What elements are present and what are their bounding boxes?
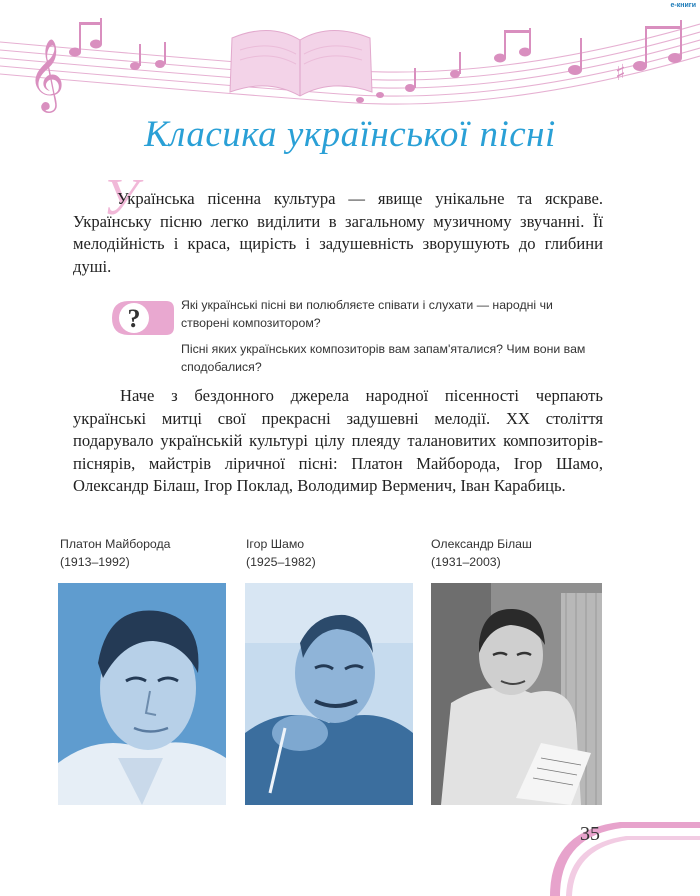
question-icon bbox=[108, 297, 178, 339]
portrait-caption bbox=[431, 535, 532, 571]
portrait-photo-maiboroda bbox=[58, 583, 226, 805]
composer-name: Платон Майборода bbox=[60, 537, 171, 551]
header-music-decoration bbox=[0, 0, 700, 115]
page-title: Класика української пісні bbox=[144, 114, 556, 155]
drop-cap: У bbox=[103, 169, 138, 226]
open-book-icon bbox=[230, 30, 372, 96]
composers-paragraph: Наче з бездонного джерела народної пісенності черпають українські митці свої прекрасні задушевні мелодії. XX століття подарувало українській культурі цілу плеяду талановитих композиторів-піснярів, майстрів ліричної пісні: Платон Майборода, Ігор Шамо, Олександр Білаш, Ігор Поклад, Володимир Верменич, Іван Карабиць. bbox=[73, 386, 603, 496]
svg-text:?: ? bbox=[127, 304, 141, 333]
portrait-photo-shamo bbox=[245, 583, 413, 805]
portrait-photo-bilash bbox=[431, 583, 602, 805]
composer-years: (1913–1992) bbox=[60, 555, 130, 569]
svg-text:♯: ♯ bbox=[615, 61, 626, 86]
intro-paragraph: Українська пісенна культура — явище унікальне та яскраве. Українську пісню легко виділити в загальному музичному звучанні. Її мелодійність і краса, щирість і задушевність зворушують до глибини душі. bbox=[73, 189, 603, 276]
page-number: 35 bbox=[580, 823, 600, 845]
question-1: Які українські пісні ви полюбляєте співати і слухати — народні чи створені композитором? bbox=[181, 298, 553, 330]
svg-text:𝄞: 𝄞 bbox=[28, 37, 65, 110]
portrait-caption bbox=[246, 535, 316, 571]
page-corner-decoration bbox=[540, 810, 700, 896]
portrait-caption bbox=[60, 535, 171, 571]
question-2: Пісні яких українських композиторів вам запам'яталися? Чим вони вам сподобалися? bbox=[181, 342, 586, 374]
publisher-logo: e-книги bbox=[670, 2, 696, 9]
composer-years: (1931–2003) bbox=[431, 555, 501, 569]
composer-name: Ігор Шамо bbox=[246, 537, 305, 551]
composer-years: (1925–1982) bbox=[246, 555, 316, 569]
composer-name: Олександр Білаш bbox=[431, 537, 532, 551]
